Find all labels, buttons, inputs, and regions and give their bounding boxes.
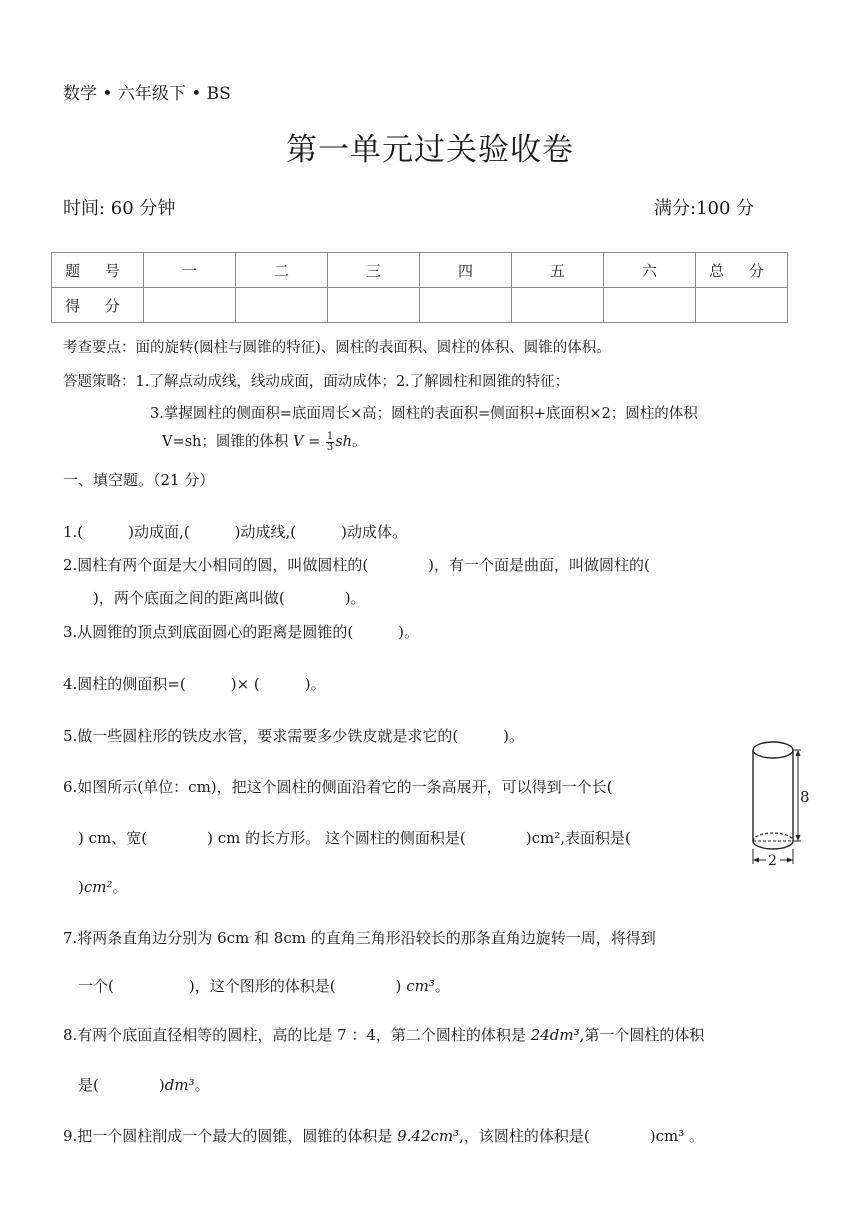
strategy-line-2: 3.掌握圆柱的侧面积=底面周长×高；圆柱的表面积=侧面积+底面积×2；圆柱的体积 bbox=[150, 406, 698, 422]
question-text: 是( ) bbox=[63, 1076, 165, 1094]
end-mark: 。 bbox=[112, 878, 128, 896]
formula-rhs: sh bbox=[335, 434, 353, 450]
question-8-line-1 bbox=[63, 1024, 704, 1045]
question-4: 4.圆柱的侧面积=( )× ( )。 bbox=[63, 675, 326, 693]
height-arrow-bottom bbox=[796, 835, 801, 841]
formula-fraction bbox=[326, 432, 334, 453]
subject-line: 数学 • 六年级下 • BS bbox=[63, 84, 231, 104]
score-table-cell: 一 bbox=[144, 253, 236, 288]
question-5: 5.做一些圆柱形的铁皮水管，要求需要多少铁皮就是求它的( )。 bbox=[63, 727, 525, 745]
cylinder-top-ellipse bbox=[753, 742, 793, 758]
score-input-cell[interactable] bbox=[604, 288, 696, 323]
score-table-cell: 五 bbox=[512, 253, 604, 288]
height-arrow-top bbox=[796, 750, 801, 756]
question-text: ,第一个圆柱的体积 bbox=[579, 1026, 705, 1044]
score-table-cell: 题 号 bbox=[52, 253, 144, 288]
score-table-cell: 六 bbox=[604, 253, 696, 288]
height-label: 8 bbox=[800, 788, 810, 806]
cylinder-bottom-front bbox=[753, 841, 793, 849]
score-table-cell: 四 bbox=[420, 253, 512, 288]
cylinder-figure bbox=[745, 738, 815, 870]
formula-end: 。 bbox=[352, 434, 367, 450]
score-input-cell[interactable] bbox=[420, 288, 512, 323]
volume-value: 9.42cm³ bbox=[397, 1127, 460, 1145]
answer-blank-text: ) bbox=[63, 878, 84, 896]
volume-value: 24dm³ bbox=[530, 1026, 580, 1044]
question-3: 3.从圆锥的顶点到底面圆心的距离是圆锥的( )。 bbox=[63, 623, 420, 641]
strategy-line-1: 答题策略：1.了解点动成线，线动成面，面动成体；2.了解圆柱和圆锥的特征； bbox=[63, 374, 570, 390]
full-score: 满分:100 分 bbox=[654, 198, 755, 219]
question-1: 1.( )动成面,( )动成线,( )动成体。 bbox=[63, 523, 407, 541]
score-input-cell[interactable] bbox=[144, 288, 236, 323]
score-table-cell: 得 分 bbox=[52, 288, 144, 323]
fraction-denominator: 3 bbox=[326, 441, 334, 453]
exam-points: 考查要点：面的旋转(圆柱与圆锥的特征)、圆柱的表面积、圆柱的体积、圆锥的体积。 bbox=[63, 340, 611, 356]
question-6-line-2: ) cm、宽( ) cm 的长方形。 这个圆柱的侧面积是( )cm²,表面积是( bbox=[63, 829, 631, 847]
question-2-line-1: 2.圆柱有两个面是大小相同的圆，叫做圆柱的( )，有一个面是曲面，叫做圆柱的( bbox=[63, 556, 650, 574]
score-input-cell[interactable] bbox=[236, 288, 328, 323]
section-heading-fill-blank: 一、填空题。（21 分） bbox=[63, 471, 215, 489]
page-title: 第一单元过关验收卷 bbox=[286, 132, 574, 168]
cylinder-bottom-back bbox=[753, 833, 793, 841]
score-input-cell[interactable] bbox=[328, 288, 420, 323]
diameter-arrow-right bbox=[787, 858, 793, 863]
score-input-cell[interactable] bbox=[696, 288, 788, 323]
question-6-line-3 bbox=[63, 876, 128, 897]
unit-dm3: dm³ bbox=[164, 1076, 195, 1094]
exam-time: 时间: 60 分钟 bbox=[63, 198, 176, 219]
score-table-score-row bbox=[52, 288, 788, 323]
question-text: 9.把一个圆柱削成一个最大的圆锥，圆锥的体积是 bbox=[63, 1127, 398, 1145]
question-8-line-2 bbox=[63, 1074, 210, 1095]
end-mark: 。 bbox=[194, 1076, 210, 1094]
diameter-label: 2 bbox=[768, 853, 777, 869]
question-text: ,，该圆柱的体积是( )cm³ 。 bbox=[459, 1127, 705, 1145]
score-table-cell: 总 分 bbox=[696, 253, 788, 288]
fraction-numerator: 1 bbox=[326, 430, 334, 442]
unit-cm2: cm² bbox=[83, 878, 113, 896]
question-7-line-2 bbox=[63, 975, 450, 996]
question-2-line-2: )，两个底面之间的距离叫做( )。 bbox=[63, 589, 366, 607]
score-table-cell: 二 bbox=[236, 253, 328, 288]
question-9 bbox=[63, 1125, 704, 1146]
score-table-cell: 三 bbox=[328, 253, 420, 288]
strategy-text: V=sh；圆锥的体积 bbox=[162, 434, 294, 450]
unit-cm3: cm³ bbox=[406, 977, 435, 995]
question-text: 一个( )，这个图形的体积是( ) bbox=[63, 977, 407, 995]
score-table bbox=[51, 252, 788, 323]
question-7-line-1: 7.将两条直角边分别为 6cm 和 8cm 的直角三角形沿较长的那条直角边旋转一周，将得到 bbox=[63, 929, 656, 947]
score-input-cell[interactable] bbox=[512, 288, 604, 323]
formula-lhs: V = bbox=[293, 434, 325, 450]
question-6-line-1: 6.如图所示(单位：cm)，把这个圆柱的侧面沿着它的一条高展开，可以得到一个长( bbox=[63, 778, 613, 796]
strategy-line-3 bbox=[162, 430, 367, 453]
diameter-arrow-left bbox=[753, 858, 759, 863]
question-text: 8.有两个底面直径相等的圆柱，高的比是 7 ：4，第二个圆柱的体积是 bbox=[63, 1026, 531, 1044]
end-mark: 。 bbox=[434, 977, 450, 995]
score-table-header-row bbox=[52, 253, 788, 288]
